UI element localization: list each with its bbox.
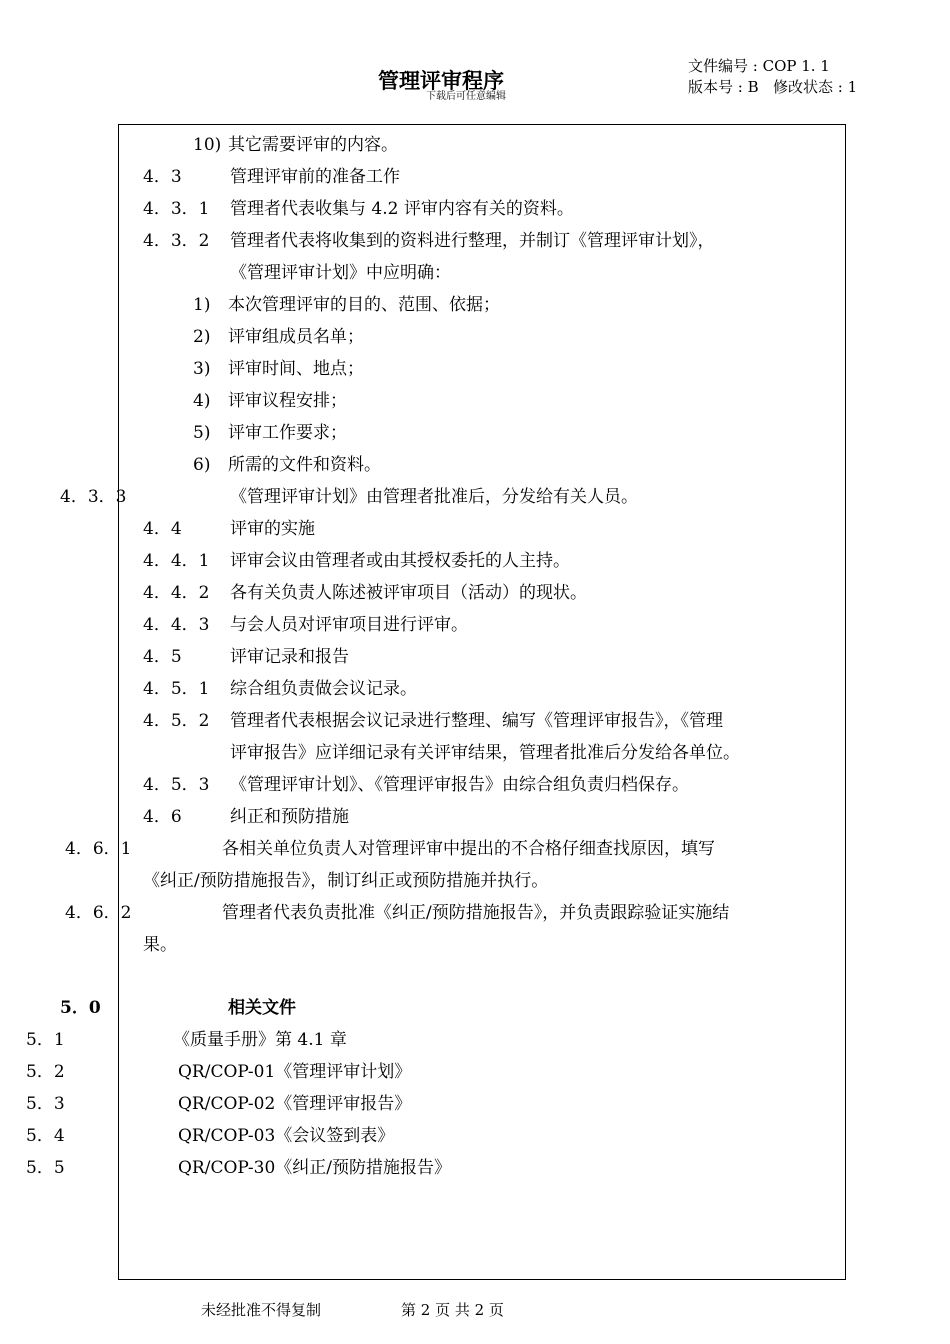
clause-text: 各相关单位负责人对管理评审中提出的不合格仔细查找原因，填写 <box>222 839 715 859</box>
clause-text: 管理者代表根据会议记录进行整理、编写《管理评审报告》，《管理 <box>230 711 723 731</box>
list-item-number: 10) <box>193 135 222 155</box>
document-revision: 修改状态 : 1 <box>773 78 858 96</box>
clause-text: 管理者代表负责批准《纠正/预防措施报告》，并负责跟踪验证实施结 <box>222 903 730 923</box>
page-indicator: 第 2 页 共 2 页 <box>401 1301 504 1319</box>
section-heading: 管理评审前的准备工作 <box>230 167 400 187</box>
list-item-number: 2) <box>193 327 211 347</box>
clause-text: 《管理评审计划》由管理者批准后，分发给有关人员。 <box>230 487 638 507</box>
clause-text: 与会人员对评审项目进行评审。 <box>230 615 468 635</box>
clause-number: 4．6．1 <box>65 839 132 859</box>
list-item-text: 评审时间、地点； <box>228 359 364 379</box>
reference-number: 5．3 <box>26 1094 65 1114</box>
document-title: 管理评审程序 <box>378 69 504 93</box>
reference-text: 《质量手册》第 4.1 章 <box>173 1030 347 1050</box>
section-heading: 纠正和预防措施 <box>230 807 349 827</box>
list-item-number: 1) <box>193 295 211 315</box>
list-item-text: 评审组成员名单； <box>228 327 364 347</box>
clause-number: 4．3．2 <box>143 231 210 251</box>
list-item-text: 其它需要评审的内容。 <box>228 135 398 155</box>
reference-number: 5．1 <box>26 1030 65 1050</box>
clause-number: 4．3．3 <box>60 487 127 507</box>
reference-text: QR/COP-30《纠正/预防措施报告》 <box>178 1158 452 1178</box>
reference-text: QR/COP-02《管理评审报告》 <box>178 1094 412 1114</box>
list-item-text: 所需的文件和资料。 <box>228 455 381 475</box>
clause-text: 《管理评审计划》、《管理评审报告》由综合组负责归档保存。 <box>230 775 689 795</box>
clause-text: 各有关负责人陈述被评审项目（活动）的现状。 <box>230 583 587 603</box>
clause-number: 4．5．2 <box>143 711 210 731</box>
copy-notice: 未经批准不得复制 <box>201 1301 322 1319</box>
list-item-number: 4) <box>193 391 211 411</box>
document-number: 文件编号 : COP 1. 1 <box>688 57 830 75</box>
list-item-number: 3) <box>193 359 211 379</box>
clause-text-continued: 《纠正/预防措施报告》，制订纠正或预防措施并执行。 <box>143 871 549 891</box>
clause-number: 4．4．3 <box>143 615 210 635</box>
clause-text-continued: 评审报告》应详细记录有关评审结果，管理者批准后分发给各单位。 <box>230 743 740 763</box>
reference-text: QR/COP-03《会议签到表》 <box>178 1126 395 1146</box>
list-item-text: 评审议程安排； <box>228 391 347 411</box>
list-item-text: 本次管理评审的目的、范围、依据； <box>228 295 500 315</box>
list-item-number: 6) <box>193 455 211 475</box>
clause-text-continued: 果。 <box>143 935 177 955</box>
section-number: 4．4 <box>143 519 182 539</box>
clause-text: 管理者代表将收集到的资料进行整理，并制订《管理评审计划》， <box>230 231 715 251</box>
reference-number: 5．2 <box>26 1062 65 1082</box>
clause-number: 4．3．1 <box>143 199 210 219</box>
list-item-number: 5) <box>193 423 211 443</box>
clause-text: 综合组负责做会议记录。 <box>230 679 417 699</box>
clause-text: 管理者代表收集与 4.2 评审内容有关的资料。 <box>230 199 574 219</box>
section-number: 4．3 <box>143 167 182 187</box>
clause-number: 4．5．1 <box>143 679 210 699</box>
clause-number: 4．4．2 <box>143 583 210 603</box>
clause-number: 4．5．3 <box>143 775 210 795</box>
section-number: 4．5 <box>143 647 182 667</box>
clause-text-continued: 《管理评审计划》中应明确： <box>230 263 451 283</box>
clause-number: 4．4．1 <box>143 551 210 571</box>
clause-text: 评审会议由管理者或由其授权委托的人主持。 <box>230 551 570 571</box>
section-heading: 相关文件 <box>228 998 296 1018</box>
reference-number: 5．4 <box>26 1126 65 1146</box>
clause-number: 4．6．2 <box>65 903 132 923</box>
reference-text: QR/COP-01《管理评审计划》 <box>178 1062 412 1082</box>
section-heading: 评审记录和报告 <box>230 647 349 667</box>
reference-number: 5．5 <box>26 1158 65 1178</box>
section-heading: 评审的实施 <box>230 519 315 539</box>
section-number: 5．0 <box>60 998 101 1018</box>
document-subtitle: 下载后可任意编辑 <box>426 91 506 102</box>
list-item-text: 评审工作要求； <box>228 423 347 443</box>
document-version: 版本号 : B <box>688 78 759 96</box>
section-number: 4．6 <box>143 807 182 827</box>
